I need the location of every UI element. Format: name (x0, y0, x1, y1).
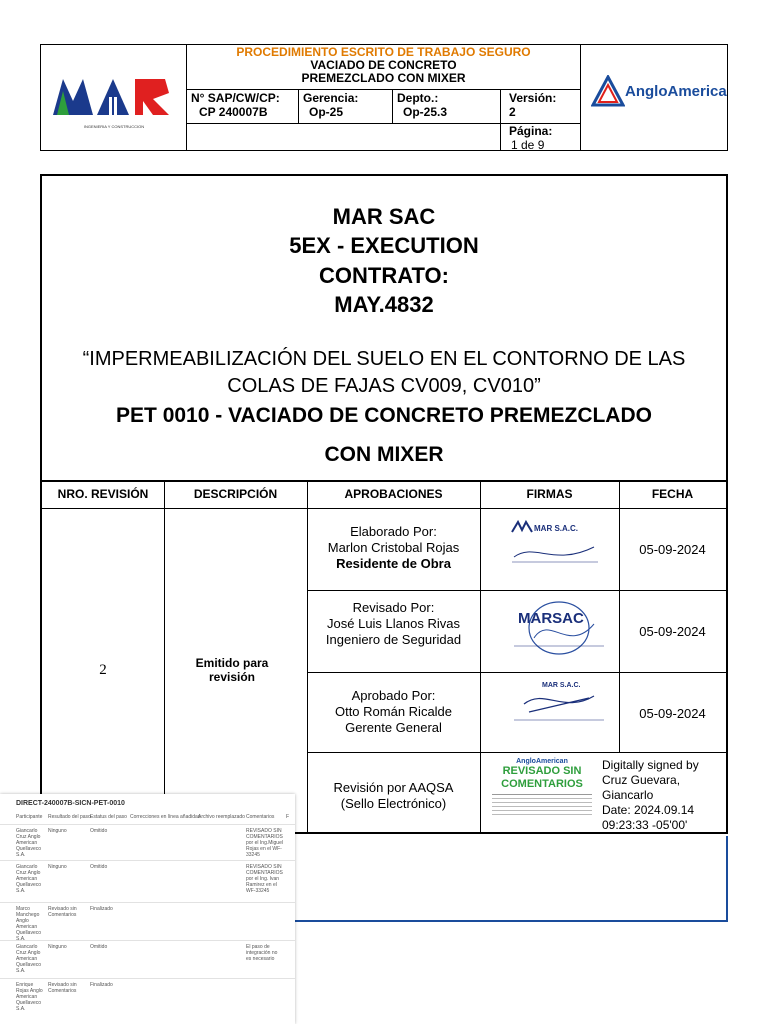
aaqsa-review (307, 780, 480, 812)
row-participant: Giancarlo Cruz Anglo American Quellaveco S.A. (16, 864, 42, 894)
procedure-title-cell (187, 45, 581, 89)
stamp-2-text: MARSAC (518, 610, 584, 627)
prepared-by-name: Marlon Cristobal Rojas (327, 540, 460, 555)
col-result: Resultado del paso (48, 814, 91, 820)
col-comments: Comentarios (246, 814, 275, 820)
blue-frame (262, 836, 728, 922)
client-logo-cell (581, 45, 727, 150)
aaqsa-stamp-fineprint (492, 794, 592, 817)
aaqsa-stamp-status: REVISADO SIN COMENTARIOS (501, 765, 583, 790)
row-status: Omitido (90, 828, 108, 834)
revision-description: Emitido para revisión (195, 656, 269, 684)
aaqsa-stamp-brand: AngloAmerican (516, 758, 568, 765)
approved-by-label: Aprobado Por: (351, 688, 436, 703)
workflow-row (0, 902, 295, 942)
row-participant: Giancarlo Cruz Anglo American Quellaveco S.A. (16, 828, 42, 858)
row-comment: REVISADO SIN COMENTARIOS por el Ing.Miguel Rojas en el WF-33245 (246, 828, 283, 858)
gerencia-value: Op-25 (309, 105, 344, 119)
prepared-by-role: Residente de Obra (336, 556, 451, 571)
depto-label: Depto.: (397, 91, 439, 105)
approved-by-date: 05-09-2024 (639, 706, 706, 721)
col-f: F (286, 814, 290, 820)
overlay-title: DIRECT-240007B-SICN-PET-0010 (16, 800, 125, 807)
reviewed-by-role: Ingeniero de Seguridad (325, 632, 462, 647)
header-date: FECHA (651, 487, 694, 501)
version-label: Versión: (509, 91, 557, 105)
prepared-by-label: Elaborado Por: (350, 524, 437, 539)
col-participant: Participante (16, 814, 43, 820)
stamp-1-text: MAR S.A.C. (534, 524, 578, 533)
workflow-overlay-panel[interactable] (0, 794, 295, 1024)
approved-by-role: Gerente General (345, 720, 442, 735)
gerencia-label: Gerencia: (303, 91, 359, 105)
col-status: Estatus del paso (90, 814, 127, 820)
pet-title-line1: PET 0010 - VACIADO DE CONCRETO PREMEZCLADO (116, 404, 652, 427)
row-participant: Giancarlo Cruz Anglo American Quellaveco S.A. (16, 944, 42, 974)
approved-by-row (307, 688, 480, 736)
header-signatures: FIRMAS (526, 487, 573, 501)
row-status: Finalizado (90, 906, 113, 912)
reviewed-by-label: Revisado Por: (352, 600, 435, 615)
reviewed-by-row (307, 600, 480, 648)
depto-value: Op-25.3 (403, 105, 448, 119)
version-cell (501, 89, 581, 123)
depto-cell (393, 89, 501, 123)
company-logo-cell (41, 45, 187, 150)
angloamerican-logo-icon (591, 75, 625, 109)
revision-number: 2 (99, 662, 107, 678)
header-approvals: APROBACIONES (344, 487, 443, 501)
project-quote-line1: “IMPERMEABILIZACIÓN DEL SUELO EN EL CONTORNO DE LAS (82, 348, 686, 370)
sap-cell (187, 89, 299, 123)
workflow-row (0, 824, 295, 859)
row-participant: Enrique Rojas Anglo American Quellaveco S.A. (16, 982, 43, 1012)
row-comment: REVISADO SIN COMENTARIOS por el Ing. Ivan Ramirez en el WF-33245 (246, 864, 283, 894)
sap-label: N° SAP/CW/CP: (191, 91, 280, 105)
company-name: MAR SAC (332, 204, 436, 229)
row-participant: Marco Manchego Anglo American Quellaveco S.A. (16, 906, 42, 942)
pagina-cell (501, 123, 581, 150)
contract-number: MAY.4832 (334, 292, 434, 317)
pet-title-line2: CON MIXER (324, 443, 444, 466)
digital-sig-line2: Cruz Guevara, (602, 773, 681, 787)
signature-stamp-1 (504, 512, 604, 582)
row-comment: El paso de integración no es necesario (246, 944, 278, 962)
row-result: Ninguno (48, 944, 67, 950)
project-name: 5EX - EXECUTION (289, 233, 479, 258)
aaqsa-electronic-stamp (484, 756, 600, 830)
row-result: Ninguno (48, 864, 67, 870)
pagina-value: 1 de 9 (511, 138, 545, 152)
procedure-subtitle: VACIADO DE CONCRETO PREMEZCLADO CON MIXER (301, 58, 466, 85)
digital-sig-line3: Giancarlo (602, 788, 654, 802)
prepared-by-date: 05-09-2024 (639, 542, 706, 557)
digital-sig-line5: 09:23:33 -05'00' (602, 818, 688, 832)
row-status: Omitido (90, 944, 108, 950)
workflow-row (0, 860, 295, 901)
approved-by-name: Otto Román Ricalde (334, 704, 453, 719)
row-result: Revisado sin Comentarios (48, 982, 77, 994)
pagina-label: Página: (509, 124, 553, 138)
project-quote-line2: COLAS DE FAJAS CV009, CV010” (227, 375, 541, 397)
digital-sig-line4: Date: 2024.09.14 (602, 803, 695, 817)
workflow-row (0, 940, 295, 977)
aaqsa-review-sub: (Sello Electrónico) (340, 796, 447, 811)
sap-value: CP 240007B (199, 105, 268, 119)
row-result: Revisado sin Comentarios (48, 906, 77, 918)
client-logo-text: AngloAmerica (625, 83, 727, 100)
reviewed-by-name: José Luis Llanos Rivas (327, 616, 460, 631)
procedure-title: PROCEDIMIENTO ESCRITO DE TRABAJO SEGURO (236, 45, 531, 59)
document-header (40, 44, 728, 151)
row-status: Omitido (90, 864, 108, 870)
blank-cell (187, 123, 501, 150)
digital-signature (602, 758, 726, 833)
row-result: Ninguno (48, 828, 67, 834)
signature-stamp-3 (504, 678, 614, 748)
col-replaced-file: Archivo reemplazado (198, 814, 245, 820)
header-description: DESCRIPCIÓN (193, 487, 278, 501)
signature-stamp-2 (504, 594, 614, 668)
header-revision: NRO. REVISIÓN (57, 487, 149, 501)
approval-table (40, 480, 728, 834)
stamp-3-text: MAR S.A.C. (542, 682, 581, 689)
contract-label: CONTRATO: (319, 263, 449, 288)
reviewed-by-date: 05-09-2024 (639, 624, 706, 639)
row-status: Finalizado (90, 982, 113, 988)
gerencia-cell (299, 89, 393, 123)
aaqsa-review-label: Revisión por AAQSA (333, 780, 454, 795)
digital-sig-line1: Digitally signed by (602, 758, 699, 772)
col-corrections: Correcciones en línea añadidas (130, 814, 201, 820)
mar-logo-icon (53, 71, 173, 121)
version-value: 2 (509, 105, 516, 119)
title-section (40, 174, 728, 480)
logo-subtext: INGENIERIA Y CONSTRUCCION (83, 124, 145, 129)
prepared-by-row (307, 524, 480, 572)
workflow-row (0, 978, 295, 1019)
